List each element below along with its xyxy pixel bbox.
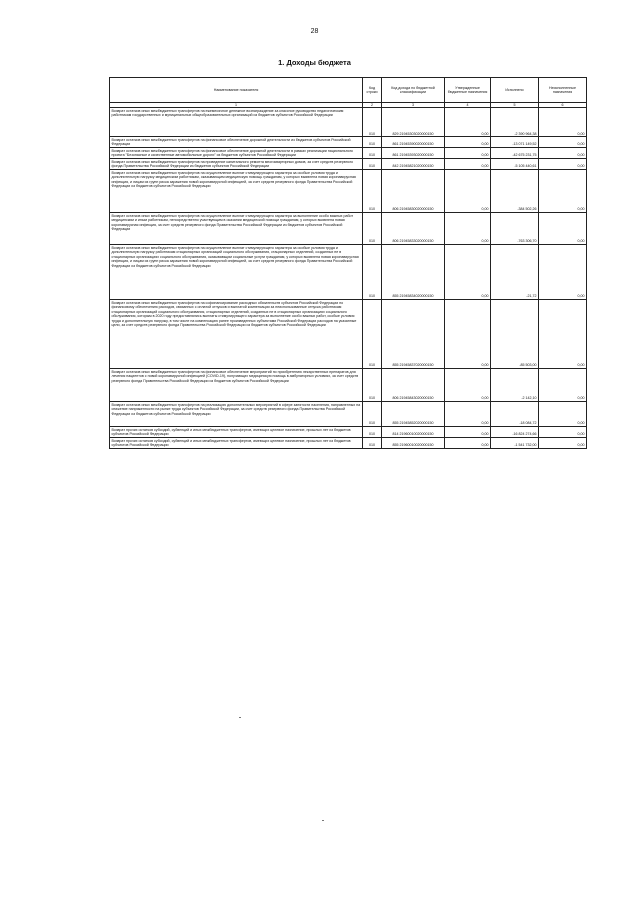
row-budget-code-cell: 829 21945303020000150 <box>382 108 445 137</box>
row-unexecuted-cell: 0,00 <box>539 438 587 449</box>
row-name-cell: Возврат прочих остатков субсидий, субвенций и иных межбюджетных трансфертов, имеющих целевое назначение, прошлых лет из бюджетов субъектов Российской Федерации <box>110 427 363 438</box>
row-approved-cell: 0,00 <box>445 170 491 213</box>
row-name-cell: Возврат прочих остатков субсидий, субвенций и иных межбюджетных трансфертов, имеющих целевое назначение, прошлых лет из бюджетов субъектов Российской Федерации <box>110 438 363 449</box>
row-unexecuted-cell: 0,00 <box>539 213 587 245</box>
column-number: 6 <box>539 103 587 108</box>
row-name-cell: Возврат остатков иных межбюджетных трансфертов на осуществление выплат стимулирующего характера за выполнение особо важных работ медицинским и иным работникам, непосредственно участвующим в оказании медицинской помощи гражданам, у которых выявлена новая коронавирусная инфекция, за счет средств резервного фонда Правительства Российской Федерации из бюджетов субъектов Российской Федерации <box>110 213 363 245</box>
table-row <box>110 159 587 170</box>
row-unexecuted-cell: 0,00 <box>539 402 587 427</box>
row-approved-cell: 0,00 <box>445 213 491 245</box>
row-executed-cell: -16 824 274,66 <box>491 427 539 438</box>
table-row <box>110 438 587 449</box>
row-line-code-cell: 010 <box>363 137 382 148</box>
row-executed-cell: -13 071 149,52 <box>491 137 539 148</box>
table-row <box>110 427 587 438</box>
row-executed-cell: -18 084,72 <box>491 402 539 427</box>
row-name-cell: Возврат остатков иных межбюджетных трансфертов на реализацию дополнительных мероприятий в сфере занятости населения, направленных на снижение напряженности на рынке труда субъектов Российской Федерации, за счет средств резервного фонда Правительства Российской Федерации из бюджетов субъектов Российской Федерации <box>110 402 363 427</box>
table-row <box>110 300 587 369</box>
header-budget-code: Код дохода по бюджетной классификации <box>382 78 445 103</box>
row-unexecuted-cell: 0,00 <box>539 159 587 170</box>
header-line-code: Код строки <box>363 78 382 103</box>
column-number: 4 <box>445 103 491 108</box>
row-line-code-cell: 010 <box>363 213 382 245</box>
row-executed-cell: -2 142,10 <box>491 369 539 402</box>
row-name-cell: Возврат остатков иных межбюджетных трансфертов на финансовое обеспечение дорожной деятельности в рамках реализации национального проекта "Безопасные и качественные автомобильные дороги" из бюджетов субъектов Российской Федерации <box>110 148 363 159</box>
column-number: 1 <box>110 103 363 108</box>
row-line-code-cell: 010 <box>363 159 382 170</box>
row-budget-code-cell: 855 21960010020000150 <box>382 438 445 449</box>
row-approved-cell: 0,00 <box>445 159 491 170</box>
row-line-code-cell: 010 <box>363 170 382 213</box>
row-name-cell: Возврат остатков иных межбюджетных трансфертов на осуществление выплат стимулирующего характера за особые условия труда и дополнительную нагрузку медицинским работникам, оказывающим медицинскую помощь гражданам, у которых выявлена новая коронавирусная инфекция, и лицам из групп риска заражения новой коронавирусной инфекцией, за счет средств резервного фонда Правительства Российской Федерации из бюджетов субъектов Российской Федерации <box>110 170 363 213</box>
table-row <box>110 369 587 402</box>
row-name-cell: Возврат остатков иных межбюджетных трансфертов на финансовое обеспечение дорожной деятельности из бюджетов субъектов Российской Федерации <box>110 137 363 148</box>
row-executed-cell: -21,72 <box>491 245 539 300</box>
row-approved-cell: 0,00 <box>445 369 491 402</box>
row-unexecuted-cell: 0,00 <box>539 300 587 369</box>
row-name-cell: Возврат остатков иных межбюджетных трансфертов на ежемесячное денежное вознаграждение за классное руководство педагогическим работникам государственных и муниципальных общеобразовательных организаций из бюджетов субъектов Российской Федерации <box>110 108 363 137</box>
table-row <box>110 170 587 213</box>
row-unexecuted-cell: 0,00 <box>539 108 587 137</box>
row-line-code-cell: 010 <box>363 369 382 402</box>
row-approved-cell: 0,00 <box>445 108 491 137</box>
row-approved-cell: 0,00 <box>445 300 491 369</box>
row-budget-code-cell: 861 21945390020000150 <box>382 137 445 148</box>
header-executed: Исполнено <box>491 78 539 103</box>
row-name-cell: Возврат остатков иных межбюджетных трансфертов на софинансирование расходных обязательств субъектов Российской Федерации по финансовому обеспечению расходов, связанных с оплатой отпусков и выплатой компенсации за неиспользованные отпуска работникам стационарных организаций социального обслуживания, стационарных отделений, созданных не в стационарных организациях социального обслуживания, которым в 2020 году предоставлялись выплаты стимулирующего характера за выполнение особо важных работ, особые условия труда и дополнительную нагрузку, в том числе на компенсацию ранее произведенных субъектами Российской Федерации расходов на указанные цели, за счет средств резервного фонда Правительства Российской Федерации из бюджетов субъектов Российской Федерации <box>110 300 363 369</box>
row-executed-cell: -763 306,70 <box>491 213 539 245</box>
row-executed-cell: -85 503,00 <box>491 300 539 369</box>
row-unexecuted-cell: 0,00 <box>539 245 587 300</box>
row-unexecuted-cell: 0,00 <box>539 137 587 148</box>
scan-mark <box>322 820 324 821</box>
table-row <box>110 213 587 245</box>
row-budget-code-cell: 806 21945830020000150 <box>382 170 445 213</box>
table-row <box>110 245 587 300</box>
row-executed-cell: -384 502,26 <box>491 170 539 213</box>
budget-revenue-table <box>109 77 587 449</box>
row-line-code-cell: 010 <box>363 108 382 137</box>
row-approved-cell: 0,00 <box>445 245 491 300</box>
row-line-code-cell: 010 <box>363 245 382 300</box>
row-approved-cell: 0,00 <box>445 137 491 148</box>
table-row <box>110 148 587 159</box>
row-executed-cell: -2 390 964,38 <box>491 108 539 137</box>
row-name-cell: Возврат остатков иных межбюджетных трансфертов на финансовое обеспечение мероприятий по приобретению лекарственных препаратов для лечения пациентов с новой коронавирусной инфекцией (COVID-19), получающих медицинскую помощь в амбулаторных условиях, за счет средств резервного фонда Правительства Российской Федерации из бюджетов субъектов Российской Федерации <box>110 369 363 402</box>
row-approved-cell: 0,00 <box>445 148 491 159</box>
row-unexecuted-cell: 0,00 <box>539 148 587 159</box>
scan-mark <box>239 717 241 718</box>
row-executed-cell: -5 105 440,61 <box>491 159 539 170</box>
row-unexecuted-cell: 0,00 <box>539 369 587 402</box>
row-name-cell: Возврат остатков иных межбюджетных трансфертов на осуществление выплат стимулирующего характера за особые условия труда и дополнительную нагрузку работникам стационарных организаций социального обслуживания, стационарных отделений, созданных не в стационарных организациях социального обслуживания, оказывающим социальные услуги гражданам, у которых выявлена новая коронавирусная инфекция, и лицам из групп риска заражения новой коронавирусной инфекцией, за счет средств резервного фонда Правительства Российской Федерации из бюджетов субъектов Российской Федерации <box>110 245 363 300</box>
row-unexecuted-cell: 0,00 <box>539 170 587 213</box>
row-line-code-cell: 010 <box>363 148 382 159</box>
row-line-code-cell: 010 <box>363 402 382 427</box>
row-unexecuted-cell: 0,00 <box>539 427 587 438</box>
row-approved-cell: 0,00 <box>445 427 491 438</box>
column-number: 5 <box>491 103 539 108</box>
row-line-code-cell: 010 <box>363 300 382 369</box>
row-budget-code-cell: 855 21945834020000150 <box>382 245 445 300</box>
row-budget-code-cell: 842 21945821020000150 <box>382 159 445 170</box>
header-approved: Утвержденные бюджетные назначения <box>445 78 491 103</box>
row-budget-code-cell: 806 21945843020000150 <box>382 369 445 402</box>
row-budget-code-cell: 855 21945852020000150 <box>382 402 445 427</box>
table-row <box>110 402 587 427</box>
header-name: Наименование показателя <box>110 78 363 103</box>
row-executed-cell: -42 675 231,75 <box>491 148 539 159</box>
table-row <box>110 108 587 137</box>
row-budget-code-cell: 806 21945833020000150 <box>382 213 445 245</box>
row-name-cell: Возврат остатков иных межбюджетных трансфертов на проведение капитального ремонта многоквартирных домов, за счет средств резервного фонда Правительства Российской Федерации из бюджетов субъектов Российской Федерации <box>110 159 363 170</box>
header-unexecuted: Неисполненные назначения <box>539 78 587 103</box>
table-body <box>110 108 587 449</box>
table-header-row <box>110 78 587 103</box>
column-number: 3 <box>382 103 445 108</box>
row-executed-cell: -1 541 732,00 <box>491 438 539 449</box>
row-budget-code-cell: 855 21945837020000150 <box>382 300 445 369</box>
row-approved-cell: 0,00 <box>445 438 491 449</box>
page-number: 28 <box>310 28 319 35</box>
table-row <box>110 137 587 148</box>
row-line-code-cell: 010 <box>363 427 382 438</box>
row-approved-cell: 0,00 <box>445 402 491 427</box>
column-number: 2 <box>363 103 382 108</box>
row-line-code-cell: 010 <box>363 438 382 449</box>
section-title: 1. Доходы бюджета <box>278 58 351 67</box>
row-budget-code-cell: 861 21945393020000150 <box>382 148 445 159</box>
row-budget-code-cell: 814 21960010020000150 <box>382 427 445 438</box>
